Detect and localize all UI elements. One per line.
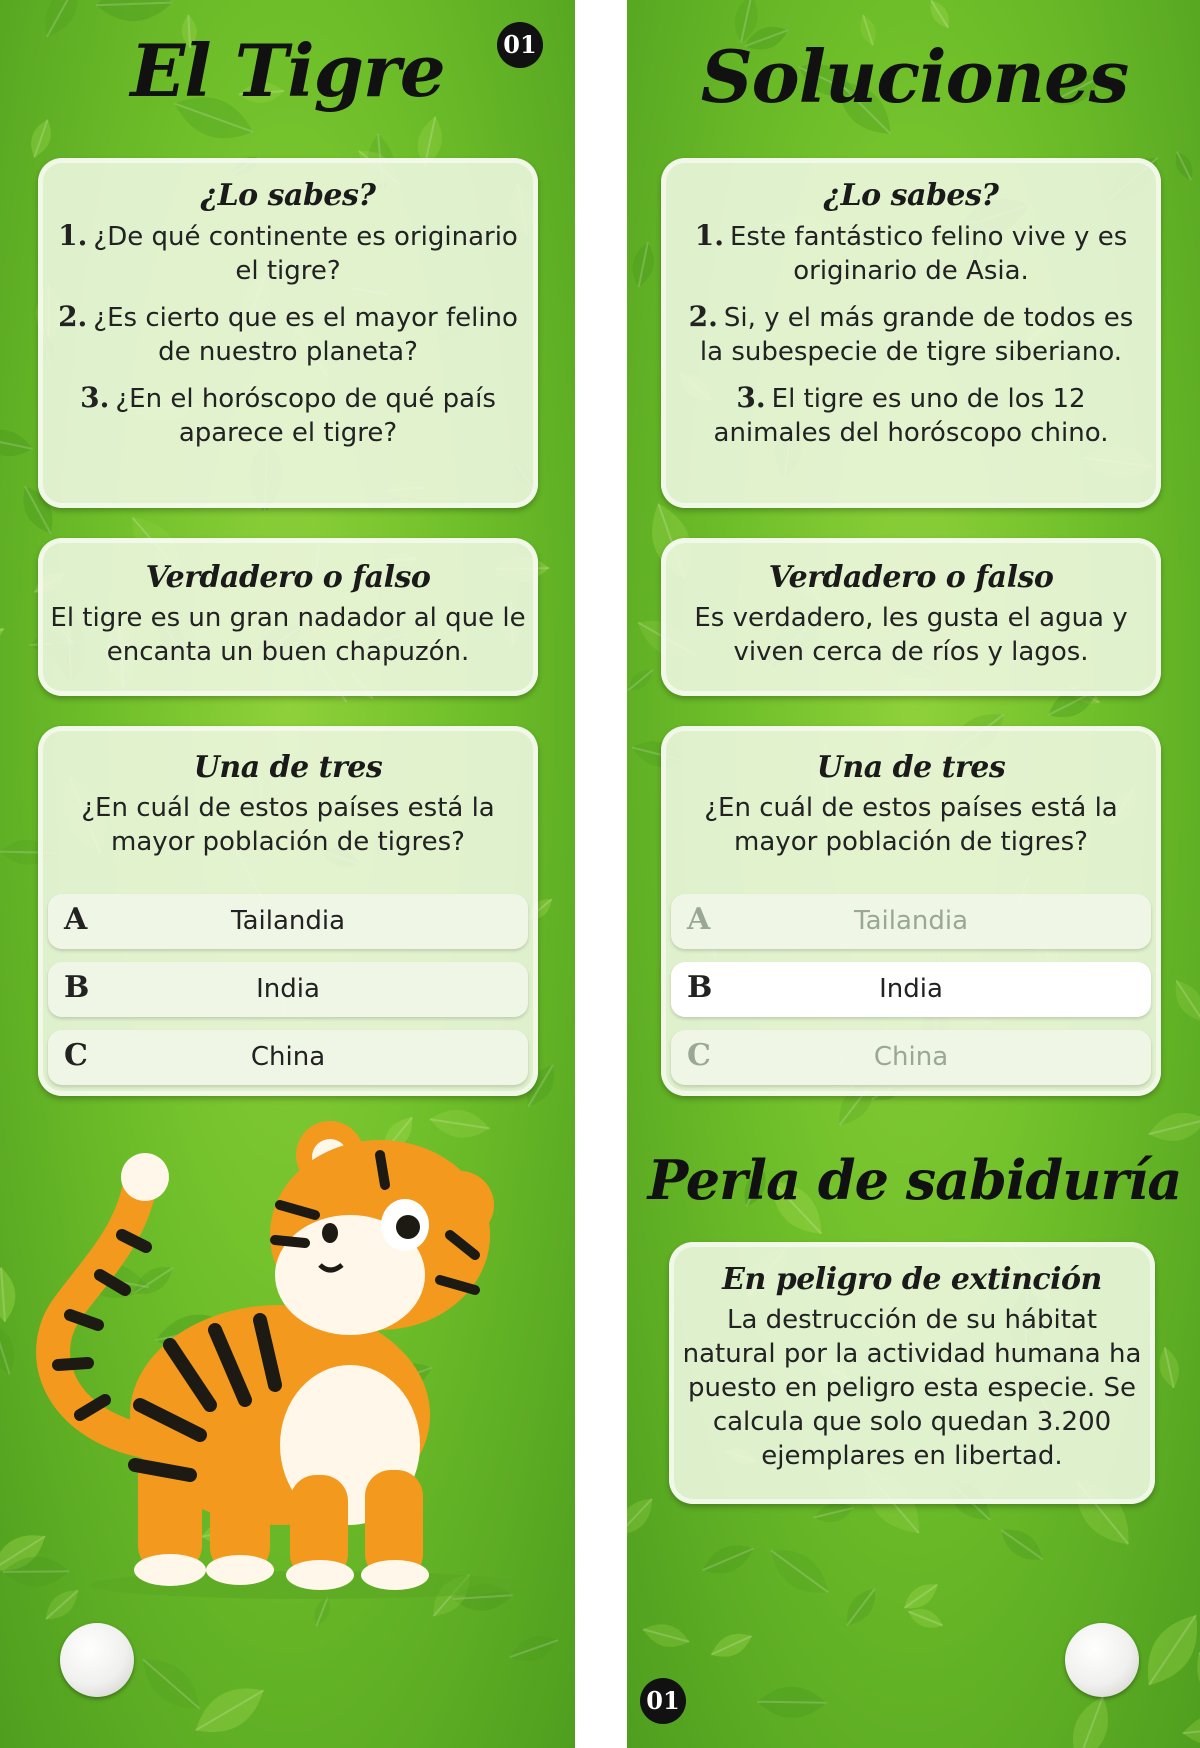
leaf-shape xyxy=(757,1686,827,1718)
card-number-badge: 01 xyxy=(640,1678,686,1724)
option-text: India xyxy=(879,974,943,1004)
leaf-shape xyxy=(187,1675,273,1745)
card-number-badge: 01 xyxy=(497,22,543,68)
wisdom-heading: En peligro de extinción xyxy=(722,1262,1102,1297)
answer-2 xyxy=(675,300,1147,369)
leaf-shape xyxy=(0,1319,21,1377)
option-a-dimmed xyxy=(671,894,1151,949)
leaf-shape xyxy=(640,1619,692,1652)
option-letter: B xyxy=(687,970,713,1005)
option-a[interactable] xyxy=(48,894,528,949)
answer-1 xyxy=(675,219,1147,288)
option-text: China xyxy=(873,1042,949,1072)
leaf-shape xyxy=(96,0,173,22)
option-letter: C xyxy=(687,1038,711,1073)
multiple-choice-answer-box xyxy=(661,726,1161,1096)
leaf-shape xyxy=(698,1537,759,1582)
leaf-shape xyxy=(0,425,35,462)
question-text: ¿Es cierto que es el mayor felino de nuestro planeta? xyxy=(93,303,518,367)
option-text: Tailandia xyxy=(853,906,969,936)
option-letter: A xyxy=(64,902,88,937)
multiple-choice-heading: Una de tres xyxy=(193,750,383,785)
option-letter: A xyxy=(687,902,711,937)
truefalse-answer-box xyxy=(661,538,1161,696)
leaf-shape xyxy=(925,0,955,32)
truefalse-box xyxy=(38,538,538,696)
option-b-correct xyxy=(671,962,1151,1017)
answer-number: 1. xyxy=(694,219,724,252)
leaf-shape xyxy=(762,1538,838,1606)
multiple-choice-question: ¿En cuál de estos países está la mayor población de tigres? xyxy=(704,793,1118,857)
binder-ring-hole xyxy=(1065,1623,1139,1697)
answer-text: El tigre es uno de los 12 animales del horóscopo chino. xyxy=(713,384,1109,448)
option-letter: C xyxy=(64,1038,88,1073)
wisdom-title: Perla de sabiduría xyxy=(647,1148,1182,1212)
leaf-shape xyxy=(1063,1691,1118,1748)
tiger-cub-illustration xyxy=(20,1115,560,1615)
multiple-choice-question: ¿En cuál de estos países está la mayor población de tigres? xyxy=(81,793,495,857)
question-number: 2. xyxy=(58,300,88,333)
option-text: India xyxy=(256,974,320,1004)
leaf-shape xyxy=(627,1491,660,1542)
question-card xyxy=(0,0,575,1748)
option-b[interactable] xyxy=(48,962,528,1017)
answer-text: Este fantástico felino vive y es originario de Asia. xyxy=(729,222,1128,286)
multiple-choice-box xyxy=(38,726,538,1096)
leaf-shape xyxy=(707,1627,756,1664)
leaf-shape xyxy=(1167,974,1200,1027)
card-title: El Tigre xyxy=(130,28,445,113)
option-text: China xyxy=(250,1042,326,1072)
truefalse-answer-text: Es verdadero, les gusta el agua y viven cerca de ríos y lagos. xyxy=(694,603,1128,667)
wisdom-text: La destrucción de su hábitat natural por la actividad humana ha puesto en peligro esta especie. Se calcula que solo quedan 3.200 ejemplares en libertad. xyxy=(682,1305,1142,1471)
leaf-shape xyxy=(1145,1107,1200,1147)
leaf-shape xyxy=(1181,1707,1200,1748)
leaf-shape xyxy=(1155,1345,1182,1390)
question-number: 1. xyxy=(58,219,88,252)
quiz-box xyxy=(38,158,538,508)
leaf-shape xyxy=(26,116,57,160)
leaf-shape xyxy=(0,1266,17,1322)
leaf-shape xyxy=(627,664,657,695)
answer-number: 3. xyxy=(736,381,766,414)
answer-3 xyxy=(675,381,1147,450)
question-number: 3. xyxy=(80,381,110,414)
card-title: Soluciones xyxy=(700,34,1129,119)
question-text: ¿En el horóscopo de qué país aparece el tigre? xyxy=(115,384,496,448)
question-1 xyxy=(52,219,524,288)
option-c-dimmed xyxy=(671,1030,1151,1085)
leaf-shape xyxy=(1171,148,1198,183)
leaf-shape xyxy=(1133,1605,1200,1696)
truefalse-heading: Verdadero o falso xyxy=(145,560,431,595)
leaf-shape xyxy=(628,240,657,289)
wisdom-box xyxy=(669,1242,1155,1504)
binder-ring-hole xyxy=(60,1623,134,1697)
question-2 xyxy=(52,300,524,369)
solutions-card xyxy=(627,0,1200,1748)
answers-box xyxy=(661,158,1161,508)
leaf-shape xyxy=(0,616,9,665)
quiz-heading: ¿Lo sabes? xyxy=(200,178,376,213)
question-3 xyxy=(52,381,524,450)
truefalse-text: El tigre es un gran nadador al que le encanta un buen chapuzón. xyxy=(50,603,526,667)
multiple-choice-heading: Una de tres xyxy=(816,750,1006,785)
leaf-shape xyxy=(839,1582,883,1631)
answer-text: Si, y el más grande de todos es la subespecie de tigre siberiano. xyxy=(699,303,1134,367)
question-text: ¿De qué continente es originario el tigre? xyxy=(93,222,518,286)
option-text: Tailandia xyxy=(230,906,346,936)
answers-heading: ¿Lo sabes? xyxy=(823,178,999,213)
option-c[interactable] xyxy=(48,1030,528,1085)
answer-number: 2. xyxy=(688,300,718,333)
option-letter: B xyxy=(64,970,90,1005)
truefalse-heading: Verdadero o falso xyxy=(768,560,1054,595)
leaf-shape xyxy=(132,1647,210,1722)
leaf-shape xyxy=(506,1629,562,1668)
leaf-shape xyxy=(995,1521,1050,1569)
